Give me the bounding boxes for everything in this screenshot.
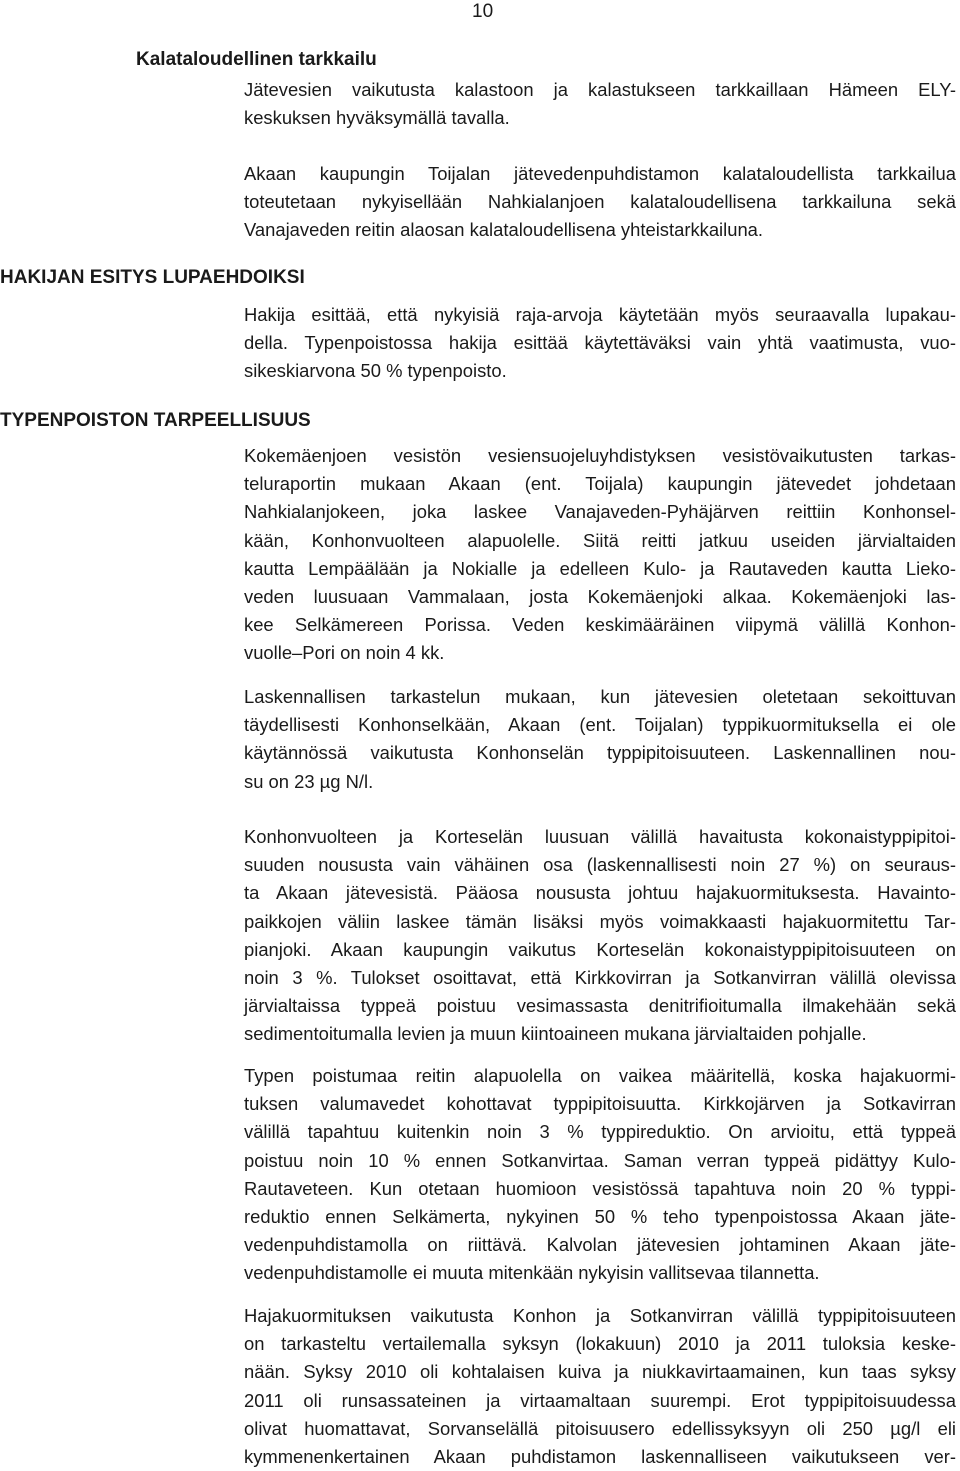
text-line: Akaan kaupungin Toijalan jätevedenpuhdistamon kalataloudellista tarkkailua — [244, 163, 956, 184]
paragraph-water-route — [244, 442, 956, 668]
text-line: olivat huomattavat, Sorvanselällä pitoisuusero edellissyksyyn oli 250 µg/l eli — [244, 1417, 956, 1439]
text-line: vedenpuhdistamolla on riittävä. Kalvolan jätevesien johtaminen Akaan jäte- — [244, 1234, 956, 1256]
text-line: noin 3 %. Tulokset osoittavat, että Kirkkovirran ja Sotkanvirran välillä olevissa — [244, 967, 956, 989]
text-line: kään, Konhonvuolteen alapuolelle. Siitä reitti jatkuu useiden järvialtaiden — [244, 529, 956, 551]
text-line: vuolle–Pori on noin 4 kk. — [244, 642, 445, 664]
paragraph-applicant-proposal — [244, 301, 956, 386]
page-number: 10 — [472, 1, 494, 22]
text-line: tuksen valumavedet kohottavat typpipitoisuutta. Kirkkojärven ja Sotkavirran — [244, 1093, 956, 1115]
text-line: Hakija esittää, että nykyisiä raja-arvoja käytetään myös seuraavalla lupakau- — [244, 304, 956, 325]
text-line: toteutetaan nykyisellään Nahkialanjoen kalataloudellisena tarkkailuna sekä — [244, 191, 956, 213]
paragraph-calculation — [244, 683, 956, 796]
text-line: järvialtaissa typpeä poistuu vesimassasta denitrifioitumalla ilmakehään sekä — [244, 995, 956, 1017]
text-line: käytännössä vaikutusta Konhonselän typpipitoisuuteen. Laskennallinen nou- — [244, 742, 956, 764]
text-line: Hajakuormituksen vaikutusta Konhon ja Sotkanvirran välillä typpipitoisuuteen — [244, 1305, 956, 1326]
text-line: reduktio ennen Selkämerta, nykyinen 50 % teho typenpoistossa Akaan jäte- — [244, 1206, 956, 1228]
text-line: Kokemäenjoen vesistön vesiensuojeluyhdistyksen vesistövaikutusten tarkas- — [244, 445, 956, 466]
text-line: Nahkialanjokeen, joka laskee Vanajaveden-Pyhäjärven reittiin Konhonsel- — [244, 501, 956, 523]
text-line: kautta Lempäälään ja Nokialle ja edelleen Kulo- ja Rautaveden kautta Lieko- — [244, 557, 956, 579]
text-line: Laskennallisen tarkastelun mukaan, kun jätevesien oletetaan sekoittuvan — [244, 686, 956, 707]
text-line: pianjoki. Akaan kaupungin vaikutus Korteselän kokonaistyppipitoisuuteen on — [244, 938, 956, 960]
text-line: Jätevesien vaikutusta kalastoon ja kalastukseen tarkkaillaan Hämeen ELY- — [244, 79, 956, 100]
text-line: on tarkasteltu vertailemalla syksyn (lokakuun) 2010 ja 2011 tuloksia keske- — [244, 1333, 956, 1355]
text-line: Vanajaveden reitin alaosan kalataloudellisena yhteistarkkailuna. — [244, 219, 764, 241]
text-line: poistuu noin 10 % ennen Sotkanvirtaa. Saman verran typpeä pidättyy Kulo- — [244, 1149, 956, 1171]
paragraph-monitoring-intro — [244, 76, 956, 132]
text-line: keskuksen hyväksymällä tavalla. — [244, 107, 510, 129]
text-line: täydellisesti Konhonselkään, Akaan (ent. Toijalan) typpikuormituksella ei ole — [244, 714, 956, 736]
text-line: Konhonvuolteen ja Korteselän luusuan välillä havaitusta kokonaistyppipitoi- — [244, 826, 956, 847]
text-line: välillä tapahtuu kuitenkin noin 3 % typpireduktio. On arvioitu, että typpeä — [244, 1121, 956, 1143]
text-line: teluraportin mukaan Akaan (ent. Toijala) kaupungin jätevedet johdetaan — [244, 473, 956, 495]
text-line: della. Typenpoistossa hakija esittää käytettäväksi vain yhtä vaatimusta, vuo- — [244, 332, 956, 354]
text-line: 2011 oli runsassateinen ja virtaamaltaan suurempi. Erot typpipitoisuudessa — [244, 1389, 956, 1411]
paragraph-toijala-monitoring — [244, 160, 956, 245]
text-line: veden luusuaan Vammalaan, josta Kokemäenjoki alkaa. Kokemäenjoki las- — [244, 586, 956, 608]
paragraph-nitrogen-removal — [244, 1062, 956, 1288]
text-line: su on 23 µg N/l. — [244, 770, 374, 792]
heading-fisheries-monitoring: Kalataloudellinen tarkkailu — [136, 49, 377, 70]
text-line: ta Akaan jätevesistä. Pääosa noususta johtuu hajakuormituksesta. Havainto- — [244, 882, 956, 904]
text-line: Typen poistumaa reitin alapuolella on vaikea määritellä, koska hajakuormi- — [244, 1065, 956, 1086]
text-line: sikeskiarvona 50 % typenpoisto. — [244, 360, 507, 382]
paragraph-nitrogen-increase — [244, 823, 956, 1049]
text-line: kee Selkämereen Porissa. Veden keskimääräinen viipymä välillä Konhon- — [244, 614, 956, 636]
text-line: paikkojen väliin laskee tämän lisäksi myös voimakkaasti hajakuormitettu Tar- — [244, 910, 956, 932]
text-line: vedenpuhdistamolle ei muuta mitenkään nykyisin vallitsevaa tilannetta. — [244, 1262, 820, 1284]
text-line: Rautaveteen. Kun otetaan huomioon vesistössä tapahtuva noin 20 % typpi- — [244, 1177, 956, 1199]
text-line: sedimentoitumalla levien ja muun kiintoaineen mukana järvialtaiden pohjalle. — [244, 1023, 867, 1045]
text-line: kymmenenkertainen Akaan puhdistamon laskennalliseen vaikutukseen ver- — [244, 1446, 956, 1468]
text-line: nään. Syksy 2010 oli kohtalaisen kuiva ja niukkavirtaamainen, kun taas syksy — [244, 1361, 956, 1383]
text-line: suuden noususta vain vähäinen osa (laskennallisesti noin 27 %) on seuraus- — [244, 854, 956, 876]
heading-applicant-proposal: HAKIJAN ESITYS LUPAEHDOIKSI — [0, 267, 305, 288]
paragraph-diffuse-load — [244, 1302, 956, 1471]
heading-nitrogen-removal-need: TYPENPOISTON TARPEELLISUUS — [0, 410, 311, 431]
